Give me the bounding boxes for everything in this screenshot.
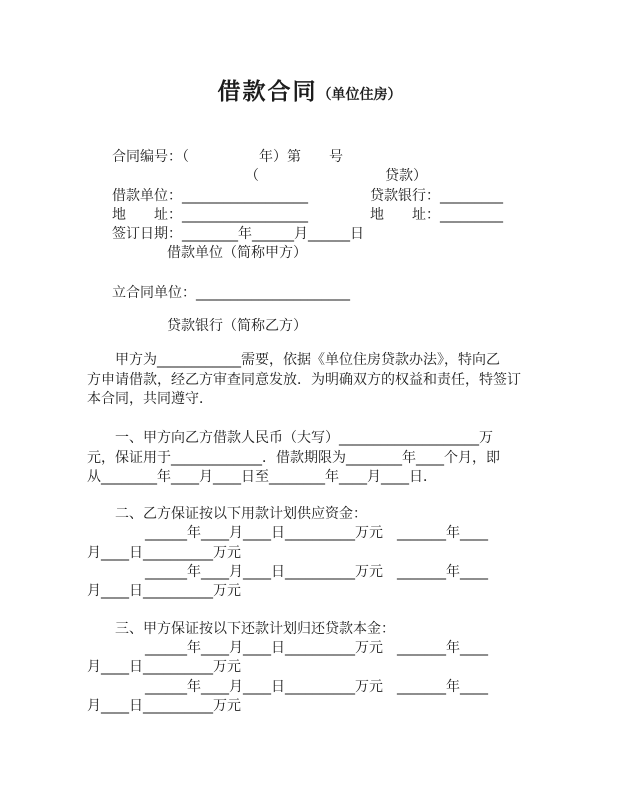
title-subtitle: （单位住房） xyxy=(317,87,402,103)
repayment-plan-row: 月____日__________万元 xyxy=(87,659,241,676)
preamble-line-1: 甲方为____________需要，依据《单位住房贷款办法》，特向乙 xyxy=(115,352,500,369)
title-main: 借款合同 xyxy=(217,79,318,105)
repayment-plan-row: 月____日__________万元 xyxy=(87,697,241,714)
section-one-line-1: 一、甲方向乙方借款人民币（大写）____________________万 xyxy=(115,430,493,447)
contract-number-line: 合同编号：（ 年）第 号 xyxy=(112,149,343,165)
parties-row-2 xyxy=(112,206,557,225)
repayment-plan-row: ______年____月____日__________万元 _______年____ xyxy=(145,639,488,656)
section-one-line-2: 元，保证用于_____________．借款期限为________年____个月，即 xyxy=(87,449,500,466)
borrower-address-field: 地 址：__________________ xyxy=(112,206,308,223)
party-b-note: 贷款银行（简称乙方） xyxy=(167,318,307,335)
preamble-line-2: 方申请借款，经乙方审查同意发放．为明确双方的权益和责任，特签订 xyxy=(87,371,521,388)
funding-plan-row: ______年____月____日__________万元 _______年____ xyxy=(145,564,488,581)
parties-row-1 xyxy=(112,187,557,206)
section-three xyxy=(87,620,557,716)
section-two-heading: 二、乙方保证按以下用款计划供应资金： xyxy=(115,506,367,523)
loan-type-line: （ 贷款） xyxy=(245,168,427,185)
contract-meta-block xyxy=(112,148,557,336)
lender-address-field: 地 址：_________ xyxy=(370,206,503,223)
party-a-note: 借款单位（简称甲方） xyxy=(167,245,307,262)
section-one xyxy=(87,429,557,487)
funding-plan-row: ______年____月____日__________万元 _______年____ xyxy=(145,525,488,542)
section-three-heading: 三、甲方保证按以下还款计划归还贷款本金： xyxy=(115,620,395,637)
preamble-line-3: 本合同，共同遵守． xyxy=(87,390,213,407)
borrower-field: 借款单位：__________________ xyxy=(112,187,308,204)
document-body xyxy=(87,148,557,716)
repayment-plan-row: ______年____月____日__________万元 _______年____ xyxy=(145,678,488,695)
sign-date-field: 签订日期：________年______月______日 xyxy=(112,226,364,243)
preamble-paragraph xyxy=(87,351,557,409)
funding-plan-row: 月____日__________万元 xyxy=(87,544,241,561)
funding-plan-row: 月____日__________万元 xyxy=(87,583,241,600)
section-one-line-3: 从________年____月____日至________年____月____日． xyxy=(87,468,437,485)
section-two xyxy=(87,505,557,601)
document-title xyxy=(0,0,619,106)
lender-field: 贷款银行：_________ xyxy=(370,187,503,204)
contract-party-field: 立合同单位：______________________ xyxy=(112,284,350,301)
